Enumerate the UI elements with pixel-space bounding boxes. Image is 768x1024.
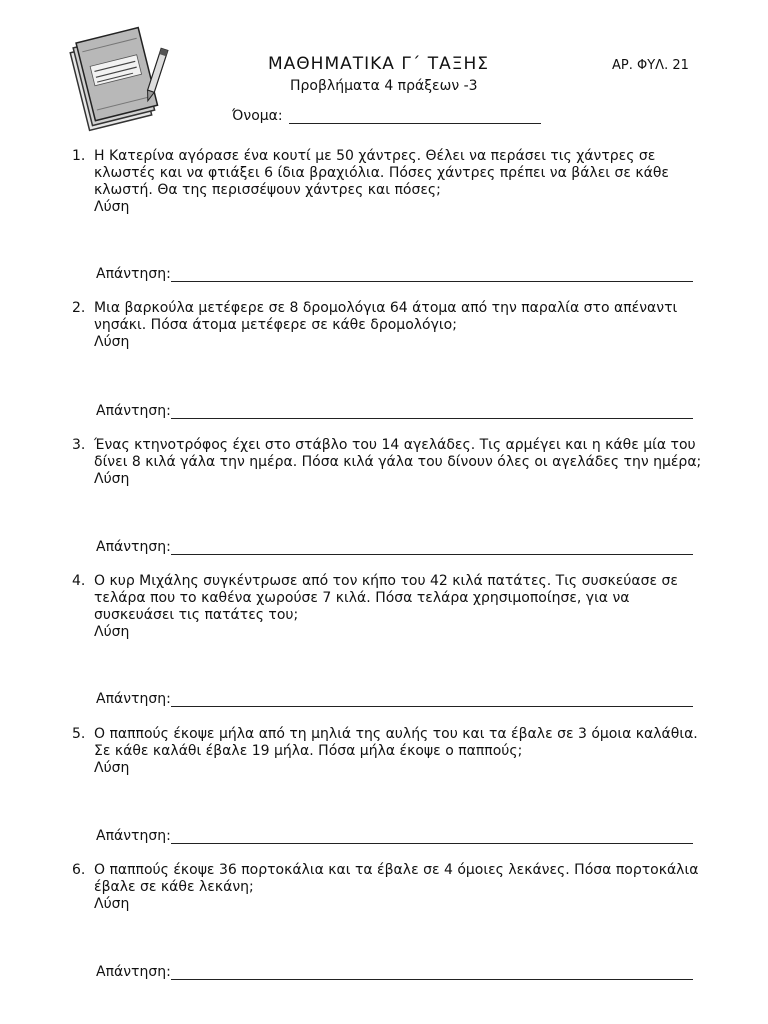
solution-label: Λύση bbox=[94, 896, 130, 912]
answer-blank[interactable] bbox=[171, 267, 693, 282]
problem-text: Μια βαρκούλα μετέφερε σε 8 δρομολόγια 64 άτομα από την παραλία στο απέναντι νησάκι. Πόσα άτομα μετέφερε σε κάθε δρομολόγιο; bbox=[94, 300, 678, 333]
problem-2 bbox=[72, 300, 702, 351]
book-logo bbox=[64, 24, 172, 134]
problem-number: 2. bbox=[72, 300, 86, 316]
name-blank-line[interactable] bbox=[289, 109, 541, 124]
answer-line-4[interactable] bbox=[96, 691, 693, 707]
answer-line-3[interactable] bbox=[96, 539, 693, 555]
problem-number: 1. bbox=[72, 148, 86, 164]
problem-number: 3. bbox=[72, 437, 86, 453]
problem-number: 5. bbox=[72, 726, 86, 742]
answer-blank[interactable] bbox=[171, 540, 693, 555]
problem-text: Ο κυρ Μιχάλης συγκέντρωσε από τον κήπο του 42 κιλά πατάτες. Τις συσκεύασε σε τελάρα που το καθένα χωρούσε 7 κιλά. Πόσα τελάρα χρησιμοποίησε, για να συσκευάσει τις πατάτες του; bbox=[94, 573, 678, 623]
name-field[interactable] bbox=[232, 108, 541, 124]
solution-label: Λύση bbox=[94, 471, 130, 487]
answer-label: Απάντηση: bbox=[96, 539, 171, 555]
solution-label: Λύση bbox=[94, 199, 130, 215]
answer-label: Απάντηση: bbox=[96, 266, 171, 282]
problem-number: 4. bbox=[72, 573, 86, 589]
answer-blank[interactable] bbox=[171, 829, 693, 844]
name-label: Όνομα: bbox=[232, 108, 283, 124]
problem-5 bbox=[72, 726, 702, 777]
answer-label: Απάντηση: bbox=[96, 828, 171, 844]
answer-label: Απάντηση: bbox=[96, 403, 171, 419]
problem-4 bbox=[72, 573, 702, 641]
answer-line-2[interactable] bbox=[96, 403, 693, 419]
problem-text: Ένας κτηνοτρόφος έχει στο στάβλο του 14 αγελάδες. Τις αρμέγει και η κάθε μία του δίνει 8 κιλά γάλα την ημέρα. Πόσα κιλά γάλα του δίνουν όλες οι αγελάδες την ημέρα; bbox=[94, 437, 702, 470]
solution-label: Λύση bbox=[94, 624, 130, 640]
solution-label: Λύση bbox=[94, 760, 130, 776]
answer-blank[interactable] bbox=[171, 404, 693, 419]
answer-line-6[interactable] bbox=[96, 964, 693, 980]
answer-blank[interactable] bbox=[171, 965, 693, 980]
problem-text: Η Κατερίνα αγόρασε ένα κουτί με 50 χάντρες. Θέλει να περάσει τις χάντρες σε κλωστές και να φτιάξει 6 ίδια βραχιόλια. Πόσες χάντρες πρέπει να βάλει σε κάθε κλωστή. Θα της περισσέψουν χάντρες και πόσες; bbox=[94, 148, 669, 198]
answer-label: Απάντηση: bbox=[96, 691, 171, 707]
worksheet-subtitle: Προβλήματα 4 πράξεων -3 bbox=[290, 78, 478, 94]
worksheet-title: ΜΑΘΗΜΑΤΙΚΑ Γ΄ ΤΑΞΗΣ bbox=[268, 54, 489, 74]
answer-line-1[interactable] bbox=[96, 266, 693, 282]
problem-3 bbox=[72, 437, 702, 488]
problem-1 bbox=[72, 148, 702, 216]
answer-line-5[interactable] bbox=[96, 828, 693, 844]
problem-number: 6. bbox=[72, 862, 86, 878]
problem-text: Ο παππούς έκοψε μήλα από τη μηλιά της αυλής του και τα έβαλε σε 3 όμοια καλάθια. Σε κάθε καλάθι έβαλε 19 μήλα. Πόσα μήλα έκοψε ο παππούς; bbox=[94, 726, 698, 759]
problem-6 bbox=[72, 862, 702, 913]
sheet-number: ΑΡ. ΦΥΛ. 21 bbox=[612, 58, 689, 73]
answer-label: Απάντηση: bbox=[96, 964, 171, 980]
solution-label: Λύση bbox=[94, 334, 130, 350]
answer-blank[interactable] bbox=[171, 692, 693, 707]
problem-text: Ο παππούς έκοψε 36 πορτοκάλια και τα έβαλε σε 4 όμοιες λεκάνες. Πόσα πορτοκάλια έβαλε σε κάθε λεκάνη; bbox=[94, 862, 699, 895]
